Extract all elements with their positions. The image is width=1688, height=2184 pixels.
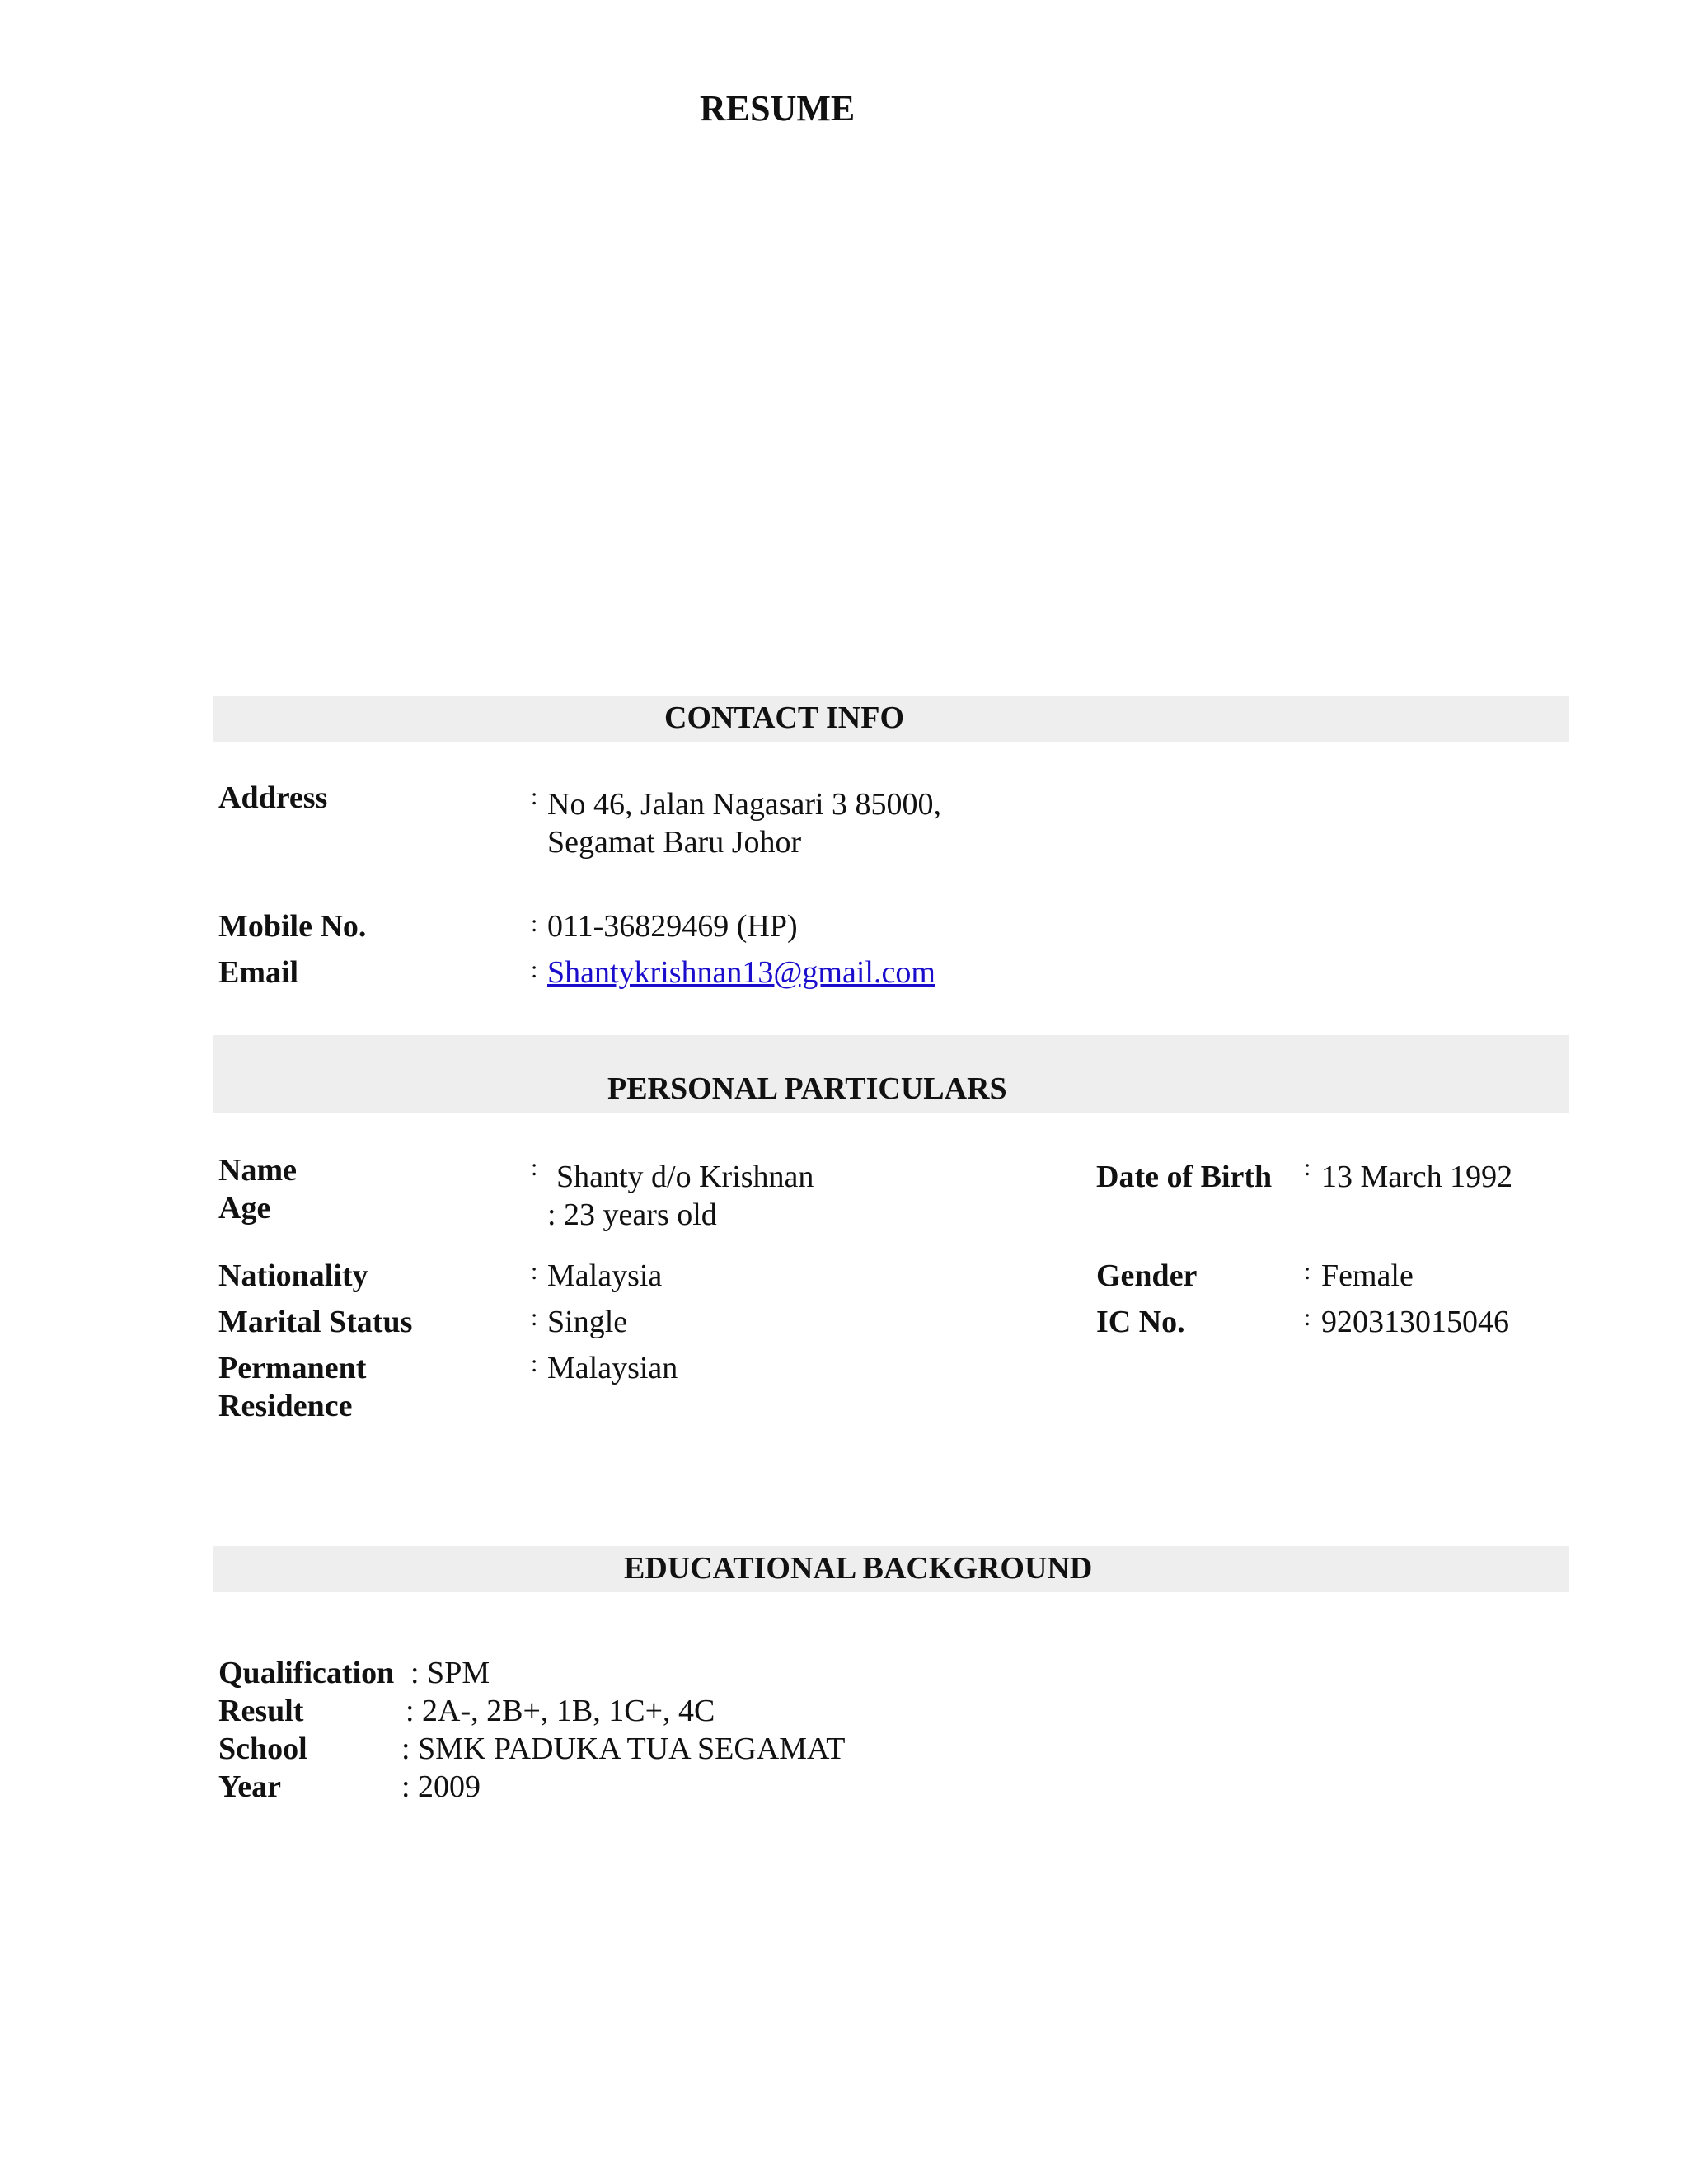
mobile-value: 011-36829469 (HP): [547, 909, 798, 944]
mobile-label: Mobile No.: [218, 909, 367, 944]
contact-info-header: [213, 696, 1569, 742]
address-line-1: No 46, Jalan Nagasari 3 85000,: [547, 787, 942, 822]
result-label: Result: [218, 1694, 304, 1728]
ic-number-colon: :: [1304, 1304, 1311, 1331]
email-colon: :: [531, 956, 538, 983]
email-label: Email: [218, 955, 299, 990]
qualification-label: Qualification: [218, 1656, 395, 1690]
marital-status-label: Marital Status: [218, 1305, 413, 1339]
educational-background-heading: EDUCATIONAL BACKGROUND: [624, 1551, 1093, 1586]
year-value: : 2009: [401, 1769, 481, 1804]
permanent-residence-colon: :: [531, 1350, 538, 1377]
personal-particulars-header: [213, 1035, 1569, 1113]
year-label: Year: [218, 1769, 281, 1804]
school-label: School: [218, 1732, 307, 1766]
name-colon: :: [531, 1154, 538, 1181]
marital-status-value: Single: [547, 1305, 628, 1339]
nationality-label: Nationality: [218, 1258, 368, 1293]
gender-value: Female: [1321, 1258, 1414, 1293]
gender-colon: :: [1304, 1258, 1311, 1285]
result-value: : 2A-, 2B+, 1B, 1C+, 4C: [406, 1694, 715, 1728]
dob-colon: :: [1304, 1154, 1311, 1181]
permanent-residence-value: Malaysian: [547, 1351, 678, 1385]
ic-number-label: IC No.: [1096, 1305, 1185, 1339]
name-label: Name: [218, 1153, 297, 1188]
ic-number-value: 920313015046: [1321, 1305, 1509, 1339]
contact-info-heading: CONTACT INFO: [664, 701, 905, 735]
dob-label: Date of Birth: [1096, 1160, 1273, 1194]
dob-value: 13 March 1992: [1321, 1160, 1513, 1194]
mobile-colon: :: [531, 910, 538, 937]
educational-background-header: [213, 1546, 1569, 1592]
address-colon: :: [531, 783, 538, 810]
permanent-residence-label-1: Permanent: [218, 1351, 367, 1385]
marital-status-colon: :: [531, 1304, 538, 1331]
age-label: Age: [218, 1191, 271, 1226]
address-label: Address: [218, 780, 328, 815]
school-value: : SMK PADUKA TUA SEGAMAT: [401, 1732, 846, 1766]
name-value: Shanty d/o Krishnan: [556, 1160, 814, 1194]
personal-particulars-heading: PERSONAL PARTICULARS: [607, 1071, 1007, 1106]
qualification-value: : SPM: [410, 1656, 490, 1690]
page-title: RESUME: [700, 88, 856, 129]
permanent-residence-label-2: Residence: [218, 1389, 353, 1423]
age-value: : 23 years old: [547, 1197, 717, 1232]
email-link[interactable]: Shantykrishnan13@gmail.com: [547, 955, 935, 990]
gender-label: Gender: [1096, 1258, 1198, 1293]
nationality-value: Malaysia: [547, 1258, 663, 1293]
nationality-colon: :: [531, 1258, 538, 1285]
address-line-2: Segamat Baru Johor: [547, 825, 802, 860]
